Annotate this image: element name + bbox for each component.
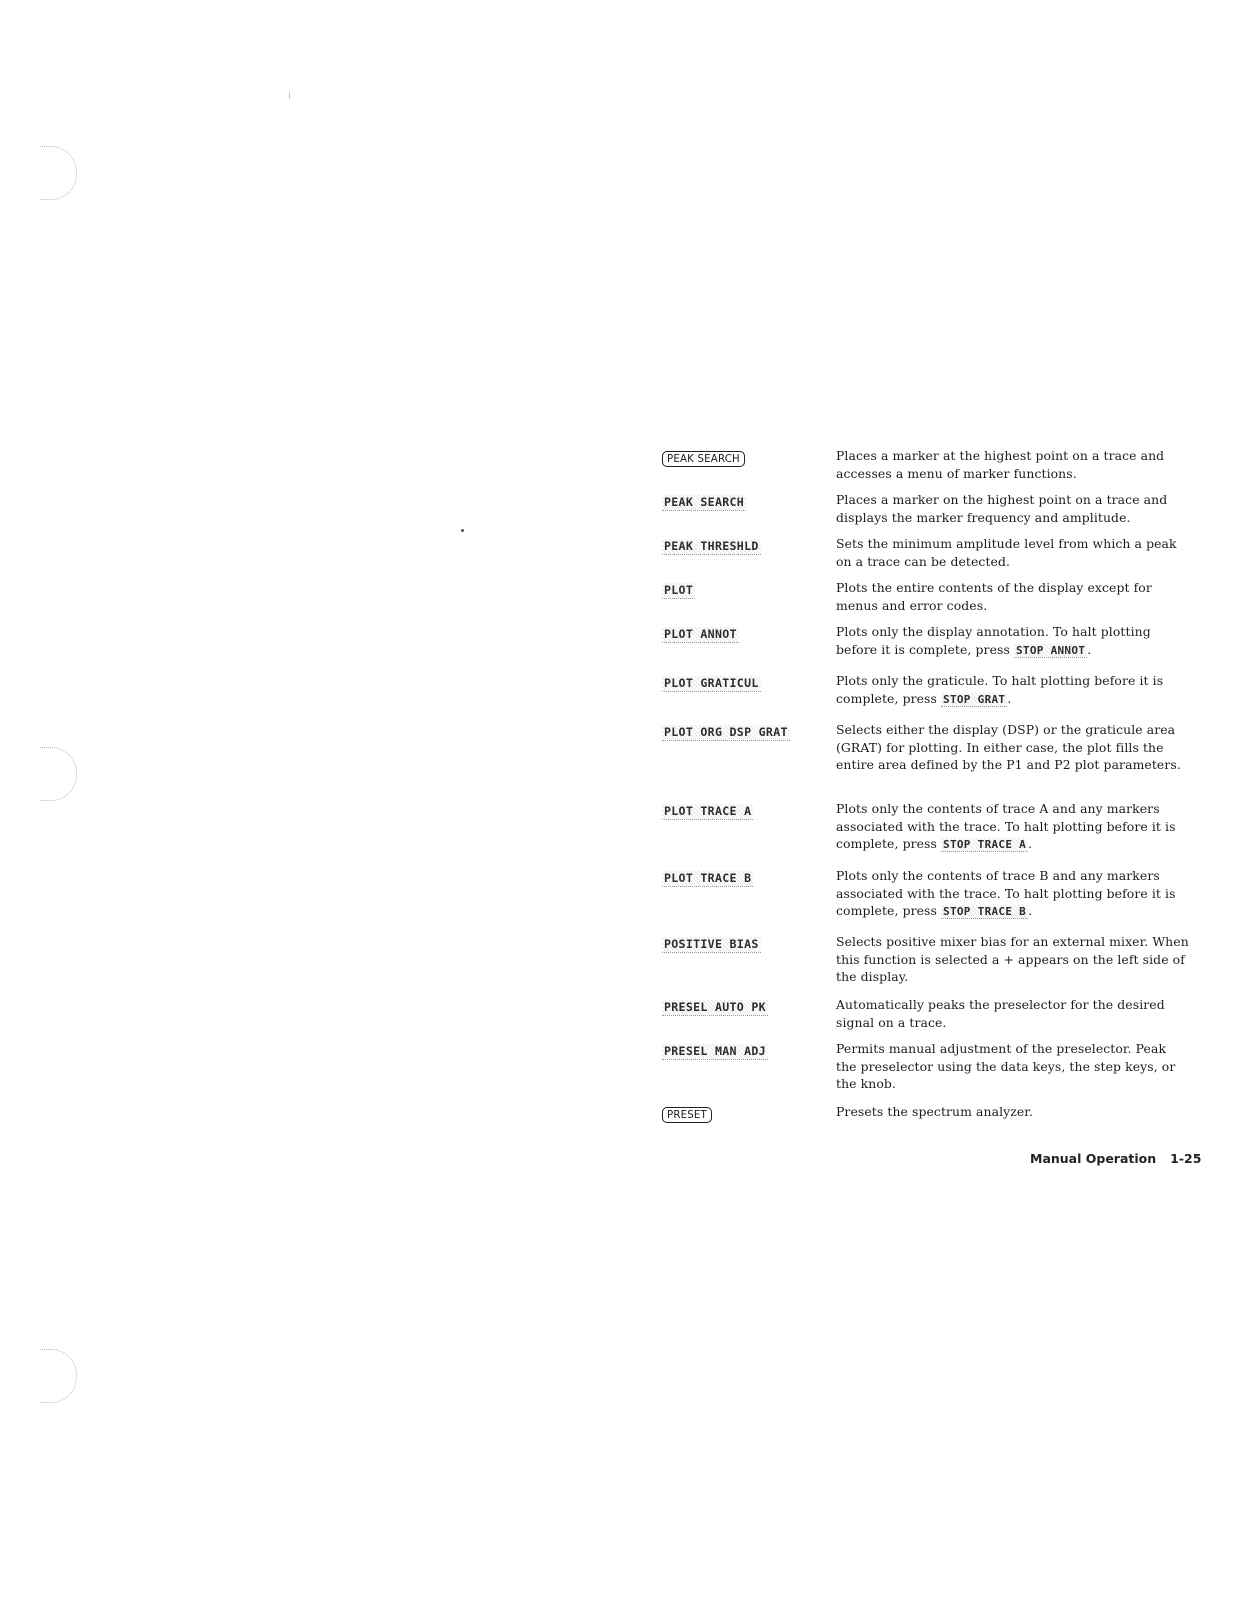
softkey-plot-annot[interactable]: PLOT ANNOT xyxy=(664,627,737,641)
page-footer xyxy=(1030,1151,1201,1166)
softkey-plot[interactable]: PLOT xyxy=(664,583,694,597)
entry-peak-search-hardkey xyxy=(662,447,1192,482)
entry-description: Automatically peaks the preselector for the desired signal on a trace. xyxy=(836,997,1165,1030)
softkey-presel-man-adj[interactable]: PRESEL MAN ADJ xyxy=(664,1044,766,1058)
entry-description: Selects either the display (DSP) or the graticule area (GRAT) for plotting. In either case, the plot fills the entire area defined by the P1 and P2 plot parameters. xyxy=(836,722,1181,772)
entry-description: Plots only the contents of trace B and any markers associated with the trace. To halt plotting before it is complete, press STOP TRACE B . xyxy=(836,868,1176,918)
entry-plot-trace-b xyxy=(662,867,1192,920)
softkey-stop-trace-a[interactable]: STOP TRACE A xyxy=(943,838,1027,851)
softkey-presel-auto-pk[interactable]: PRESEL AUTO PK xyxy=(664,1000,766,1014)
entry-description: Presets the spectrum analyzer. xyxy=(836,1104,1034,1119)
scan-speck xyxy=(461,529,464,532)
entry-plot-org-dsp-grat xyxy=(662,721,1192,774)
softkey-stop-annot[interactable]: STOP ANNOT xyxy=(1015,643,1086,657)
softkey-peak-search[interactable]: PEAK SEARCH xyxy=(664,495,745,509)
entry-peak-threshld xyxy=(662,535,1192,570)
binder-hole-middle xyxy=(40,747,77,801)
hardkey-preset[interactable]: PRESET xyxy=(662,1107,712,1123)
entry-description: Plots the entire contents of the display except for menus and error codes. xyxy=(836,580,1152,613)
entry-plot-trace-a xyxy=(662,800,1192,853)
softkey-plot-org-dsp-grat[interactable]: PLOT ORG DSP GRAT xyxy=(664,725,788,739)
entry-description: Places a marker on the highest point on a trace and displays the marker frequency and amplitude. xyxy=(836,492,1168,525)
scan-mark xyxy=(289,92,290,99)
entry-description: Places a marker at the highest point on a trace and accesses a menu of marker functions. xyxy=(836,448,1165,481)
entry-description: Plots only the display annotation. To halt plotting before it is complete, press STOP ANNOT . xyxy=(836,624,1151,657)
entry-presel-auto-pk xyxy=(662,996,1192,1031)
softkey-positive-bias[interactable]: POSITIVE BIAS xyxy=(664,937,759,951)
softkey-plot-trace-b[interactable]: PLOT TRACE B xyxy=(664,871,752,885)
entry-description: Permits manual adjustment of the preselector. Peak the preselector using the data keys, the step keys, or the knob. xyxy=(836,1041,1176,1091)
softkey-plot-graticul[interactable]: PLOT GRATICUL xyxy=(664,676,759,690)
entry-plot-graticul xyxy=(662,672,1192,707)
footer-section-title: Manual Operation xyxy=(1030,1151,1157,1166)
binder-hole-top xyxy=(40,146,77,200)
hardkey-peak-search[interactable]: PEAK SEARCH xyxy=(662,451,745,467)
entry-plot-annot xyxy=(662,623,1192,658)
softkey-stop-grat[interactable]: STOP GRAT xyxy=(943,692,1006,706)
softkey-stop-trace-b[interactable]: STOP TRACE B xyxy=(943,905,1027,918)
entry-plot xyxy=(662,579,1192,614)
entry-peak-search-softkey xyxy=(662,491,1192,526)
entry-presel-man-adj xyxy=(662,1040,1192,1093)
entry-description: Selects positive mixer bias for an external mixer. When this function is selected a + appears on the left side of the display. xyxy=(836,934,1189,984)
softkey-peak-threshld[interactable]: PEAK THRESHLD xyxy=(664,539,759,553)
page-number: 1-25 xyxy=(1170,1151,1202,1166)
entry-preset xyxy=(662,1103,1192,1123)
binder-hole-bottom xyxy=(40,1349,77,1403)
entry-description: Plots only the graticule. To halt plotting before it is complete, press STOP GRAT . xyxy=(836,673,1164,706)
entry-description: Sets the minimum amplitude level from which a peak on a trace can be detected. xyxy=(836,536,1177,569)
entry-positive-bias xyxy=(662,933,1192,986)
entry-description: Plots only the contents of trace A and any markers associated with the trace. To halt plotting before it is complete, press STOP TRACE A . xyxy=(836,801,1176,851)
softkey-plot-trace-a[interactable]: PLOT TRACE A xyxy=(664,804,752,818)
